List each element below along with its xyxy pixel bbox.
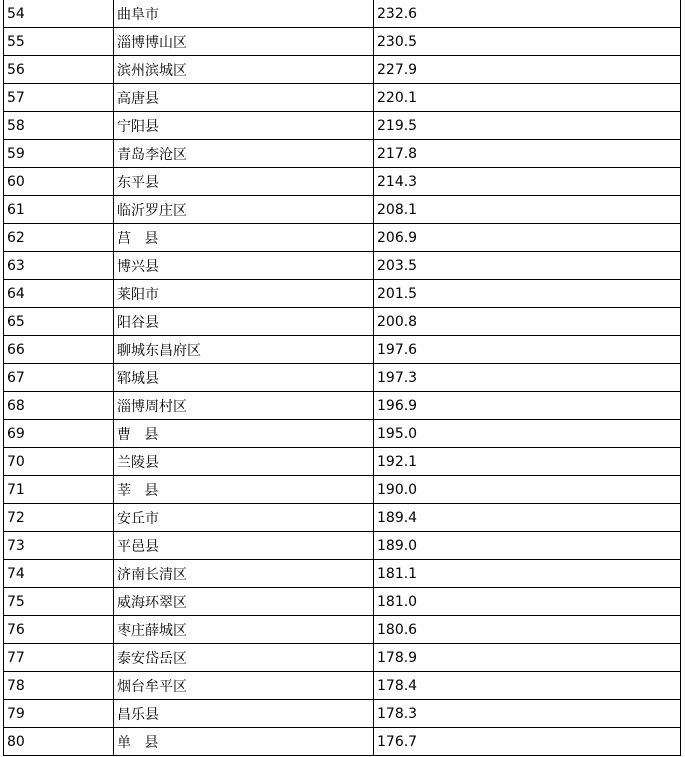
region-name-cell: 淄博周村区 [114, 392, 374, 420]
value-cell: 203.5 [374, 252, 681, 280]
table-row [4, 392, 681, 420]
rank-cell: 78 [4, 672, 114, 700]
rank-cell: 77 [4, 644, 114, 672]
table-row [4, 112, 681, 140]
region-name-cell: 昌乐县 [114, 700, 374, 728]
region-name-cell: 青岛李沧区 [114, 140, 374, 168]
region-name-cell: 高唐县 [114, 84, 374, 112]
value-cell: 178.4 [374, 672, 681, 700]
table-row [4, 140, 681, 168]
value-cell: 232.6 [374, 0, 681, 28]
table-row [4, 700, 681, 728]
table-row [4, 588, 681, 616]
rank-cell: 73 [4, 532, 114, 560]
rank-cell: 65 [4, 308, 114, 336]
value-cell: 195.0 [374, 420, 681, 448]
table-row [4, 420, 681, 448]
rank-cell: 59 [4, 140, 114, 168]
table-row [4, 560, 681, 588]
value-cell: 190.0 [374, 476, 681, 504]
region-name-cell: 安丘市 [114, 504, 374, 532]
rank-cell: 57 [4, 84, 114, 112]
value-cell: 220.1 [374, 84, 681, 112]
region-name-cell: 威海环翠区 [114, 588, 374, 616]
rank-cell: 69 [4, 420, 114, 448]
region-name-cell: 曲阜市 [114, 0, 374, 28]
value-cell: 196.9 [374, 392, 681, 420]
rank-cell: 72 [4, 504, 114, 532]
region-name-cell: 滨州滨城区 [114, 56, 374, 84]
region-name-cell: 济南长清区 [114, 560, 374, 588]
rank-cell: 70 [4, 448, 114, 476]
value-cell: 227.9 [374, 56, 681, 84]
value-cell: 176.7 [374, 728, 681, 756]
rank-cell: 71 [4, 476, 114, 504]
region-name-cell: 淄博博山区 [114, 28, 374, 56]
rank-cell: 74 [4, 560, 114, 588]
region-name-cell: 聊城东昌府区 [114, 336, 374, 364]
table-row [4, 336, 681, 364]
table-row [4, 84, 681, 112]
value-cell: 214.3 [374, 168, 681, 196]
value-cell: 178.9 [374, 644, 681, 672]
table-row [4, 504, 681, 532]
rank-cell: 56 [4, 56, 114, 84]
ranking-table [3, 0, 681, 756]
table-row [4, 0, 681, 28]
region-name-cell: 莱阳市 [114, 280, 374, 308]
region-name-cell: 枣庄薛城区 [114, 616, 374, 644]
ranking-table-body [4, 0, 681, 756]
region-name-cell: 曹 县 [114, 420, 374, 448]
value-cell: 180.6 [374, 616, 681, 644]
region-name-cell: 兰陵县 [114, 448, 374, 476]
rank-cell: 60 [4, 168, 114, 196]
table-row [4, 28, 681, 56]
table-row [4, 644, 681, 672]
value-cell: 217.8 [374, 140, 681, 168]
value-cell: 181.1 [374, 560, 681, 588]
table-row [4, 56, 681, 84]
value-cell: 178.3 [374, 700, 681, 728]
value-cell: 197.3 [374, 364, 681, 392]
rank-cell: 55 [4, 28, 114, 56]
value-cell: 200.8 [374, 308, 681, 336]
table-row [4, 532, 681, 560]
table-row [4, 252, 681, 280]
region-name-cell: 博兴县 [114, 252, 374, 280]
rank-cell: 62 [4, 224, 114, 252]
table-row [4, 616, 681, 644]
rank-cell: 63 [4, 252, 114, 280]
value-cell: 189.0 [374, 532, 681, 560]
rank-cell: 68 [4, 392, 114, 420]
region-name-cell: 东平县 [114, 168, 374, 196]
value-cell: 192.1 [374, 448, 681, 476]
region-name-cell: 泰安岱岳区 [114, 644, 374, 672]
table-row [4, 672, 681, 700]
region-name-cell: 莘 县 [114, 476, 374, 504]
region-name-cell: 烟台牟平区 [114, 672, 374, 700]
rank-cell: 64 [4, 280, 114, 308]
rank-cell: 67 [4, 364, 114, 392]
rank-cell: 80 [4, 728, 114, 756]
value-cell: 219.5 [374, 112, 681, 140]
table-row [4, 448, 681, 476]
value-cell: 181.0 [374, 588, 681, 616]
region-name-cell: 临沂罗庄区 [114, 196, 374, 224]
table-row [4, 280, 681, 308]
table-row [4, 364, 681, 392]
value-cell: 230.5 [374, 28, 681, 56]
rank-cell: 61 [4, 196, 114, 224]
rank-cell: 58 [4, 112, 114, 140]
region-name-cell: 单 县 [114, 728, 374, 756]
rank-cell: 66 [4, 336, 114, 364]
region-name-cell: 莒 县 [114, 224, 374, 252]
table-row [4, 476, 681, 504]
table-row [4, 168, 681, 196]
rank-cell: 79 [4, 700, 114, 728]
value-cell: 197.6 [374, 336, 681, 364]
region-name-cell: 郓城县 [114, 364, 374, 392]
value-cell: 201.5 [374, 280, 681, 308]
table-row [4, 196, 681, 224]
table-row [4, 308, 681, 336]
region-name-cell: 平邑县 [114, 532, 374, 560]
rank-cell: 76 [4, 616, 114, 644]
value-cell: 189.4 [374, 504, 681, 532]
rank-cell: 54 [4, 0, 114, 28]
table-row [4, 224, 681, 252]
region-name-cell: 宁阳县 [114, 112, 374, 140]
value-cell: 206.9 [374, 224, 681, 252]
table-row [4, 728, 681, 756]
rank-cell: 75 [4, 588, 114, 616]
region-name-cell: 阳谷县 [114, 308, 374, 336]
value-cell: 208.1 [374, 196, 681, 224]
